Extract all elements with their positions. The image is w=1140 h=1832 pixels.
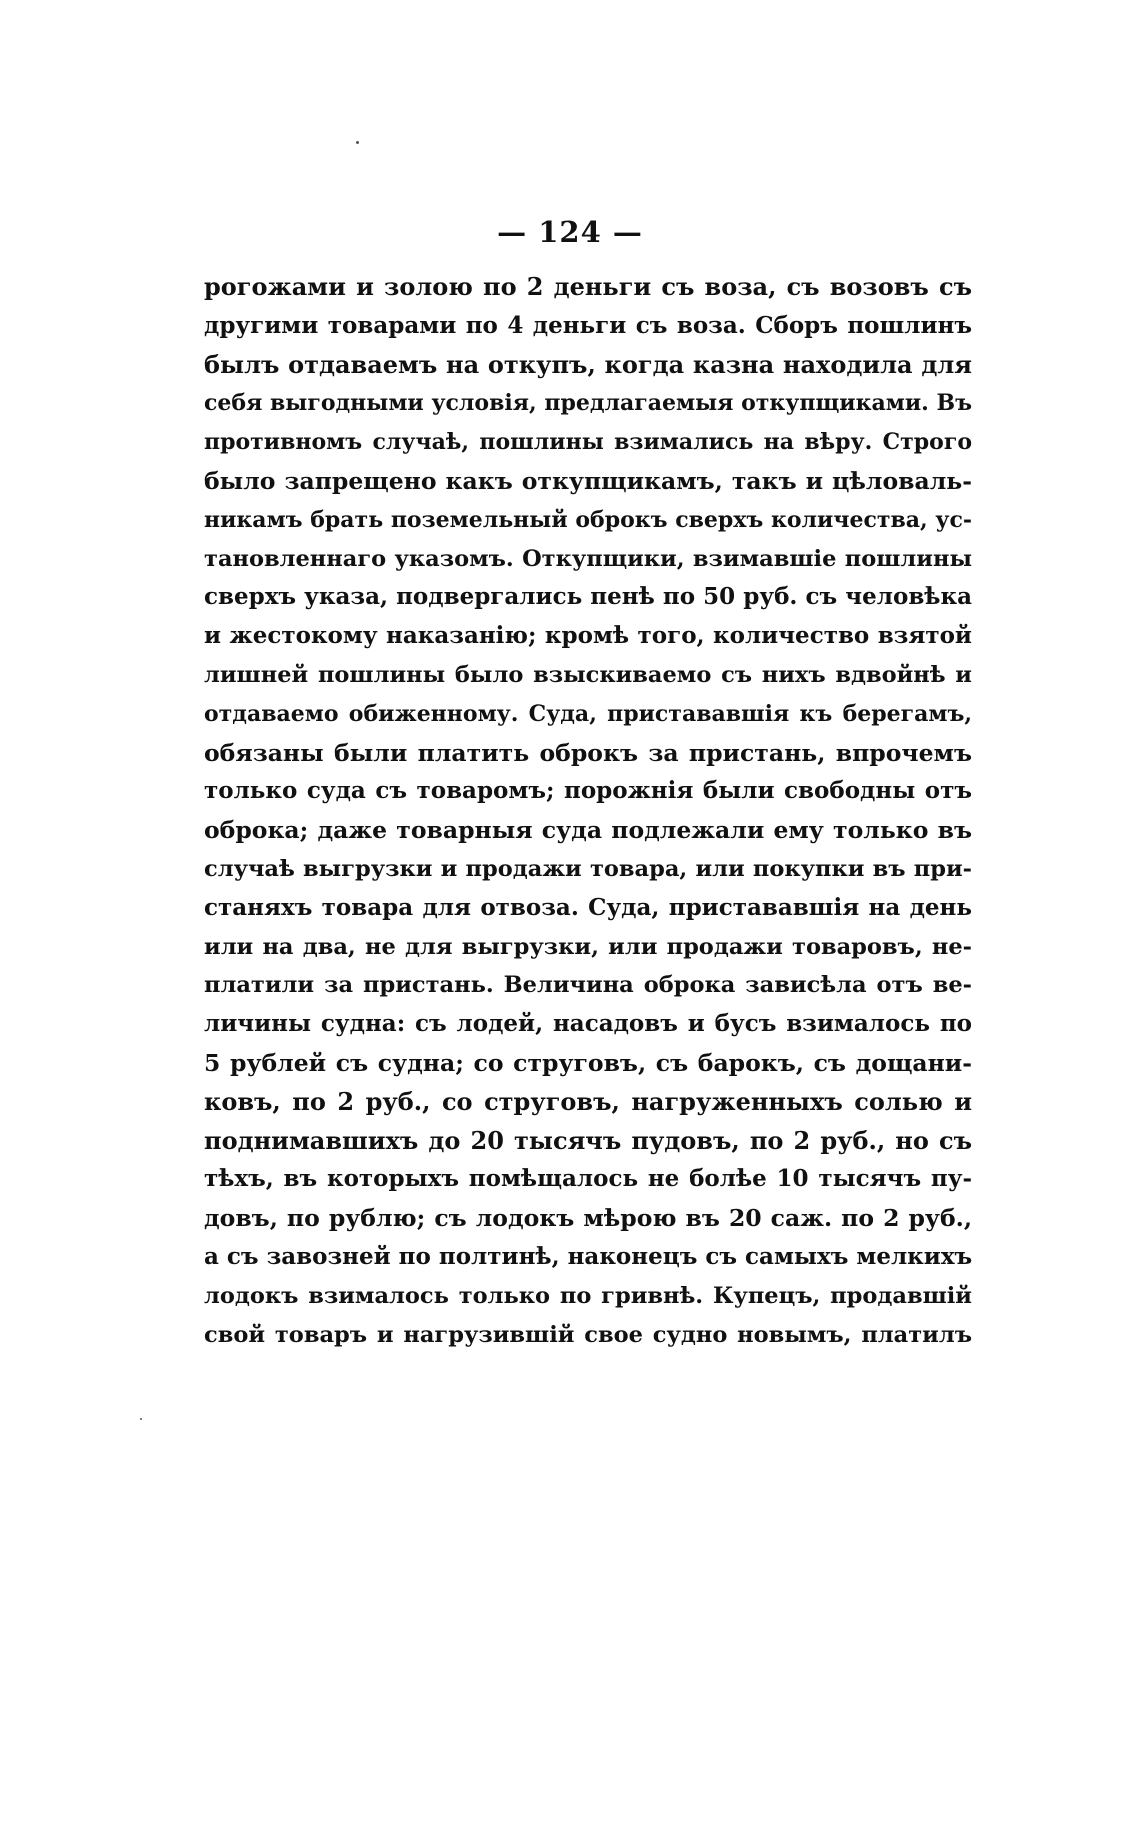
page-number: — 124 — xyxy=(497,215,643,249)
text-line: ковъ, по 2 руб., со струговъ, нагруженныхъ солью и xyxy=(204,1086,972,1116)
text-line: другими товарами по 4 деньги съ воза. Сборъ пошлинъ xyxy=(204,311,972,339)
text-line: противномъ случаѣ, пошлины взимались на вѣру. Строго xyxy=(204,429,972,456)
text-line: поднимавшихъ до 20 тысячъ пудовъ, по 2 руб., но съ xyxy=(204,1125,972,1155)
text-line: свой товаръ и нагрузившій свое судно новымъ, платилъ xyxy=(204,1321,972,1348)
text-line: лишней пошлины было взыскиваемо съ нихъ вдвойнѣ и xyxy=(204,661,972,688)
text-line: никамъ брать поземельный оброкъ сверхъ количества, ус- xyxy=(204,506,972,533)
text-line: случаѣ выгрузки и продажи товара, или покупки въ при- xyxy=(204,855,972,882)
text-line: или на два, не для выгрузки, или продажи товаровъ, не- xyxy=(204,933,972,960)
print-speck-top xyxy=(356,141,359,144)
text-line: обязаны были платить оброкъ за пристань, впрочемъ xyxy=(204,738,972,767)
text-line: тановленнаго указомъ. Откупщики, взимавшіе пошлины xyxy=(204,545,972,572)
text-line: сверхъ указа, подвергались пенѣ по 50 руб. съ человѣка xyxy=(204,583,972,611)
text-line: станяхъ товара для отвоза. Суда, пристававшія на день xyxy=(204,893,972,921)
text-line: 5 рублей съ судна; со струговъ, съ барокъ, съ дощани- xyxy=(204,1048,972,1077)
text-line: личины судна: съ лодей, насадовъ и бусъ взималось по xyxy=(204,1010,972,1038)
text-line: оброка; даже товарныя суда подлежали ему только въ xyxy=(204,816,972,845)
text-line: тѣхъ, въ которыхъ помѣщалось не болѣе 10 тысячъ пу- xyxy=(204,1165,972,1193)
text-line: лодокъ взималось только по гривнѣ. Купецъ, продавшій xyxy=(204,1282,972,1309)
text-line: платили за пристань. Величина оброка зависѣла отъ ве- xyxy=(204,972,972,999)
text-line: отдаваемо обиженному. Суда, пристававшія къ берегамъ, xyxy=(204,700,972,727)
text-line: довъ, по рублю; съ лодокъ мѣрою въ 20 саж. по 2 руб., xyxy=(204,1204,972,1233)
body-text xyxy=(204,268,972,1354)
text-line: было запрещено какъ откупщикамъ, такъ и цѣловаль- xyxy=(204,466,972,495)
text-line: былъ отдаваемъ на откупъ, когда казна находила для xyxy=(204,349,972,379)
text-line: а съ завозней по полтинѣ, наконецъ съ самыхъ мелкихъ xyxy=(204,1242,972,1270)
text-line: только суда съ товаромъ; порожнія были свободны отъ xyxy=(204,777,972,805)
text-line: себя выгодными условія, предлагаемыя откупщиками. Въ xyxy=(204,390,972,417)
text-line: рогожами и золою по 2 деньги съ воза, съ возовъ съ xyxy=(204,272,972,301)
text-line: и жестокому наказанію; кромѣ того, количество взятой xyxy=(204,622,972,650)
print-speck-left xyxy=(140,1418,142,1420)
